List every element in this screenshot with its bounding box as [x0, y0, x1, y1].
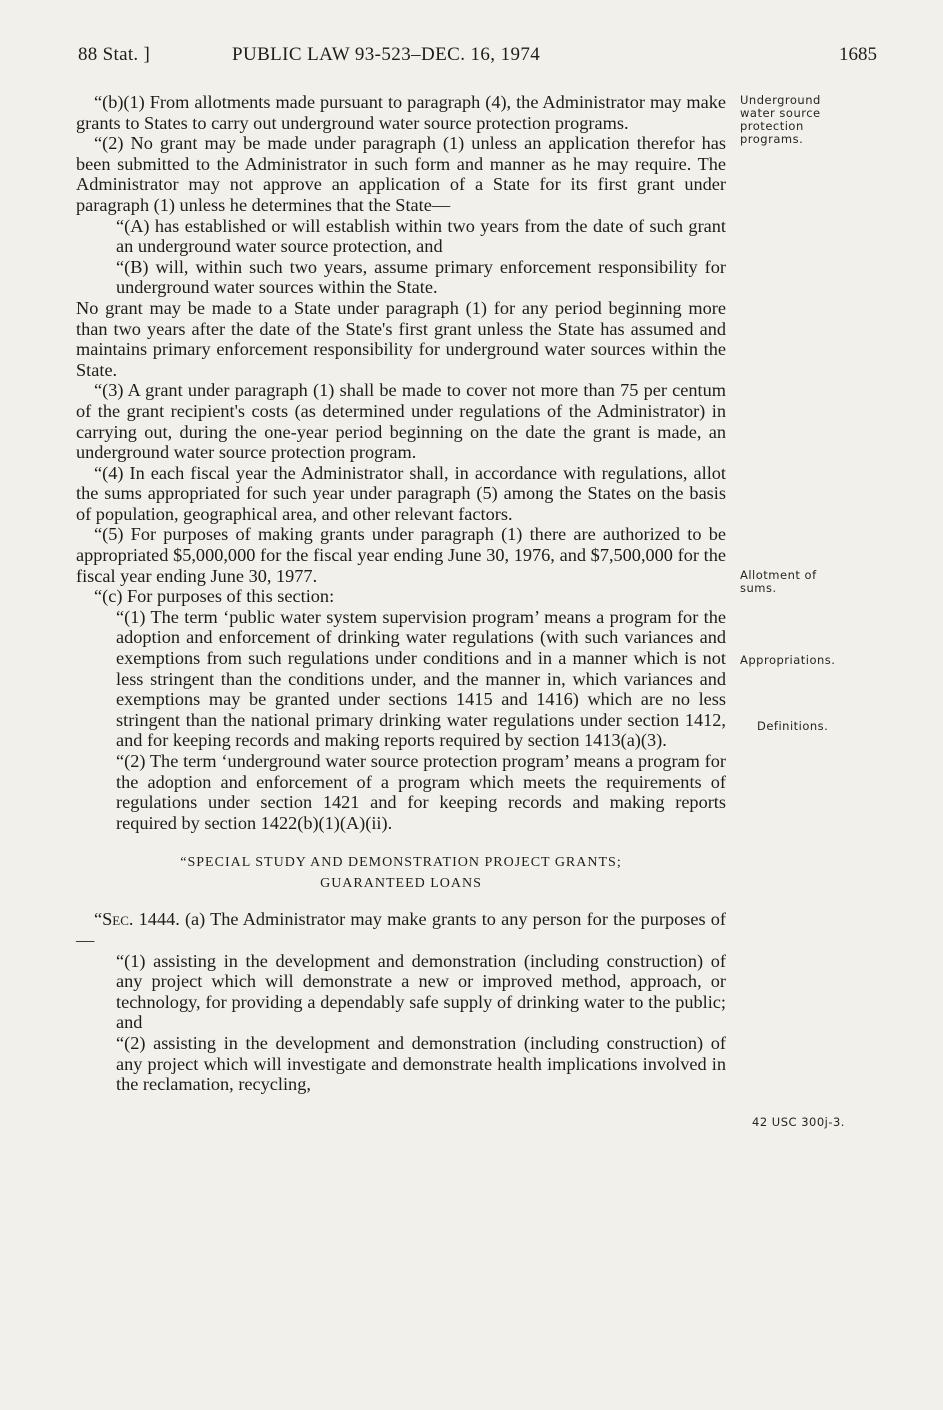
- paragraph-b2-tail: No grant may be made to a State under paragraph (1) for any period beginning more than two years after the date of the State's first grant unless the State has assumed and maintains primary enforcement responsibility for underground water sources within the State.: [76, 297, 726, 380]
- paragraph-b1: “(b)(1) From allotments made pursuant to paragraph (4), the Administrator may make grants to States to carry out underground water source protection programs.: [76, 92, 726, 133]
- paragraph-c2: “(2) The term ‘underground water source protection program’ means a program for the adoption and enforcement of a program which meets the requirements of regulations under section 1421 and for keeping records and making reports required by section 1422(b)(1)(A)(ii).: [116, 751, 726, 833]
- page-header: [0, 44, 943, 74]
- section-heading: [76, 852, 726, 894]
- statute-reference: 88 Stat. ]: [78, 44, 151, 65]
- section-label: “Sec.: [94, 909, 134, 930]
- paragraph-b3: “(3) A grant under paragraph (1) shall be made to cover not more than 75 per centum of the grant recipient's costs (as determined under regulations of the Administrator) in carrying out, during the one-year period beginning on the date the grant is made, an underground water source protection program.: [76, 380, 726, 463]
- section-heading-line2: GUARANTEED LOANS: [320, 876, 482, 892]
- paragraph-b5: “(5) For purposes of making grants under paragraph (1) there are authorized to be appropriated $5,000,000 for the fiscal year ending June 30, 1976, and $7,500,000 for the fiscal year ending June 30, 1977.: [76, 524, 726, 586]
- margin-note-appropriations: Appropriations.: [740, 653, 836, 667]
- page-number: 1685: [839, 44, 877, 65]
- section-1444-text: 1444. (a) The Administrator may make grants to any person for the purposes of—: [76, 909, 726, 950]
- statute-body: [76, 92, 726, 1095]
- paragraph-c1: “(1) The term ‘public water system supervision program’ means a program for the adoption and enforcement of drinking water regulations (with such variances and exemptions from such regulations under conditions and in a manner which is not less stringent than the conditions under, and the manner in, which variances and exemptions may be granted under sections 1415 and 1416) which are no less stringent than the national primary drinking water regulations under section 1412, and for keeping records and making reports required by section 1413(a)(3).: [116, 606, 726, 751]
- margin-note-definitions: Definitions.: [757, 719, 829, 733]
- paragraph-sec1444-1: “(1) assisting in the development and demonstration (including construction) of any project which will demonstrate a new or improved method, approach, or technology, for providing a dependably safe supply of drinking water to the public; and: [116, 950, 726, 1033]
- public-law-title: PUBLIC LAW 93-523–DEC. 16, 1974: [232, 44, 541, 65]
- section-heading-line1: “SPECIAL STUDY AND DEMONSTRATION PROJECT GRANTS;: [180, 855, 622, 871]
- paragraph-sec1444-a: [76, 909, 726, 950]
- paragraph-b2-B: “(B) will, within such two years, assume primary enforcement responsibility for underground water sources within the State.: [116, 256, 726, 298]
- paragraph-b2: “(2) No grant may be made under paragraph (1) unless an application therefor has been submitted to the Administrator in such form and manner as he may require. The Administrator may not approve an application of a State for its first grant under paragraph (1) unless he determines that the State—: [76, 133, 726, 215]
- paragraph-c: “(c) For purposes of this section:: [94, 586, 335, 607]
- margin-note-underground: Underground water source protection programs.: [740, 93, 821, 146]
- paragraph-b4: “(4) In each fiscal year the Administrator shall, in accordance with regulations, allot the sums appropriated for such year under paragraph (5) among the States on the basis of population, geographical area, and other relevant factors.: [76, 462, 726, 524]
- paragraph-b2-A: “(A) has established or will establish within two years from the date of such grant an underground water source protection, and: [116, 215, 726, 257]
- margin-note-usc: 42 USC 300j-3.: [752, 1115, 845, 1129]
- paragraph-sec1444-2: “(2) assisting in the development and demonstration (including construction) of any project which will investigate and demonstrate health implications involved in the reclamation, recycling,: [116, 1032, 726, 1095]
- margin-note-allotment: Allotment of sums.: [740, 568, 817, 595]
